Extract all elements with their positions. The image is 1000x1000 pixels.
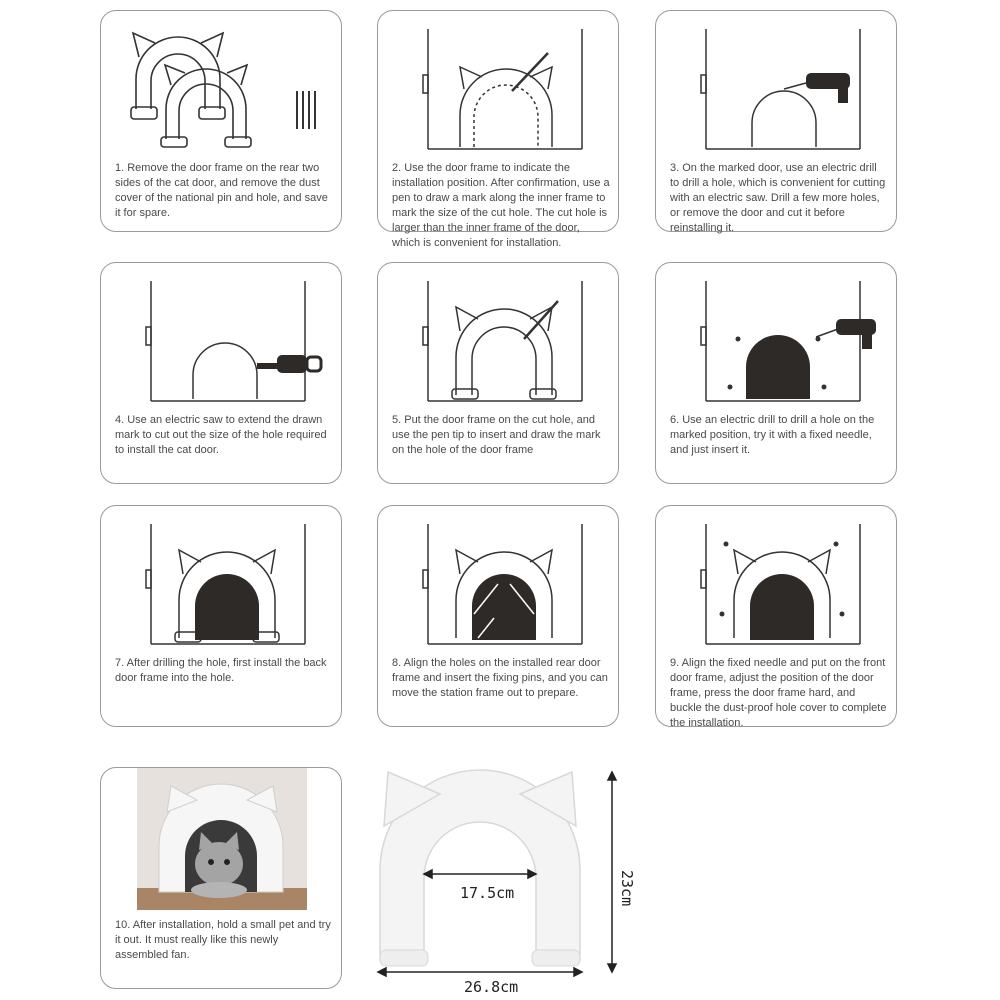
step-9-card [655, 505, 897, 727]
step-1-caption: 1. Remove the door frame on the rear two sides of the cat door, and remove the dust cover of the national pin and hole, and save it for spare. [115, 162, 328, 219]
step-10-card [100, 767, 342, 989]
inner-width-label: 17.5cm [460, 884, 515, 902]
step-6-card [655, 262, 897, 484]
install-back-frame-illustration [111, 514, 333, 654]
step-3-caption: 3. On the marked door, use an electric drill to drill a hole, which is convenient for cutting with an electric saw. Drill a few more holes, or remove the door and cut it before reinstalling it. [670, 162, 886, 234]
right-foot [532, 950, 580, 966]
electric-saw-icon [257, 355, 321, 373]
electric-drill-icon [806, 73, 850, 103]
saw-cut-illustration [111, 271, 333, 411]
frame-on-hole-illustration [388, 271, 610, 411]
step-1-card [100, 10, 342, 232]
step-9-caption: 9. Align the fixed needle and put on the front door frame, adjust the position of the door frame, press the door frame hard, and buckle the dust-proof hole cover to complete the installation. [670, 657, 887, 729]
step-6-caption: 6. Use an electric drill to drill a hole on the marked position, try it with a fixed needle, and just insert it. [670, 414, 875, 456]
step-7-card [100, 505, 342, 727]
step-8-card [377, 505, 619, 727]
step-8-caption: 8. Align the holes on the installed rear door frame and insert the fixing pins, and you can move the station frame out to prepare. [392, 657, 608, 699]
height-arrow [608, 772, 616, 972]
step-4-caption: 4. Use an electric saw to extend the drawn mark to cut out the size of the hole required to install the cat door. [115, 414, 327, 456]
electric-drill-icon [816, 319, 876, 349]
outer-width-arrow [378, 968, 582, 976]
front-frame-illustration [666, 514, 888, 654]
left-foot [380, 950, 428, 966]
step-5-card [377, 262, 619, 484]
cat-door-dimensions-diagram [360, 760, 650, 1000]
insert-pins-illustration [388, 514, 610, 654]
step-7-caption: 7. After drilling the hole, first install the back door frame into the hole. [115, 657, 327, 684]
outer-width-label: 26.8cm [464, 978, 519, 996]
frame-disassembly-illustration [111, 19, 333, 159]
step-3-card [655, 10, 897, 232]
height-label: 23cm [618, 870, 636, 907]
mark-position-illustration [388, 19, 610, 159]
inner-width-arrow [424, 870, 536, 878]
step-4-card [100, 262, 342, 484]
cat-in-door-photo [137, 768, 307, 910]
step-10-caption: 10. After installation, hold a small pet and try it out. It must really like this newly assembled fan. [115, 919, 331, 961]
step-2-card [377, 10, 619, 249]
step-5-caption: 5. Put the door frame on the cut hole, and use the pen tip to insert and draw the mark on the hole of the door frame [392, 414, 601, 456]
step-2-caption: 2. Use the door frame to indicate the installation position. After confirmation, use a pen to draw a mark along the inner frame to mark the size of the cut hole. The cut hole is larger than the inner frame of the door, which is convenient for installation. [392, 162, 610, 249]
drill-hole-illustration [666, 19, 888, 159]
drill-pin-holes-illustration [666, 271, 888, 411]
